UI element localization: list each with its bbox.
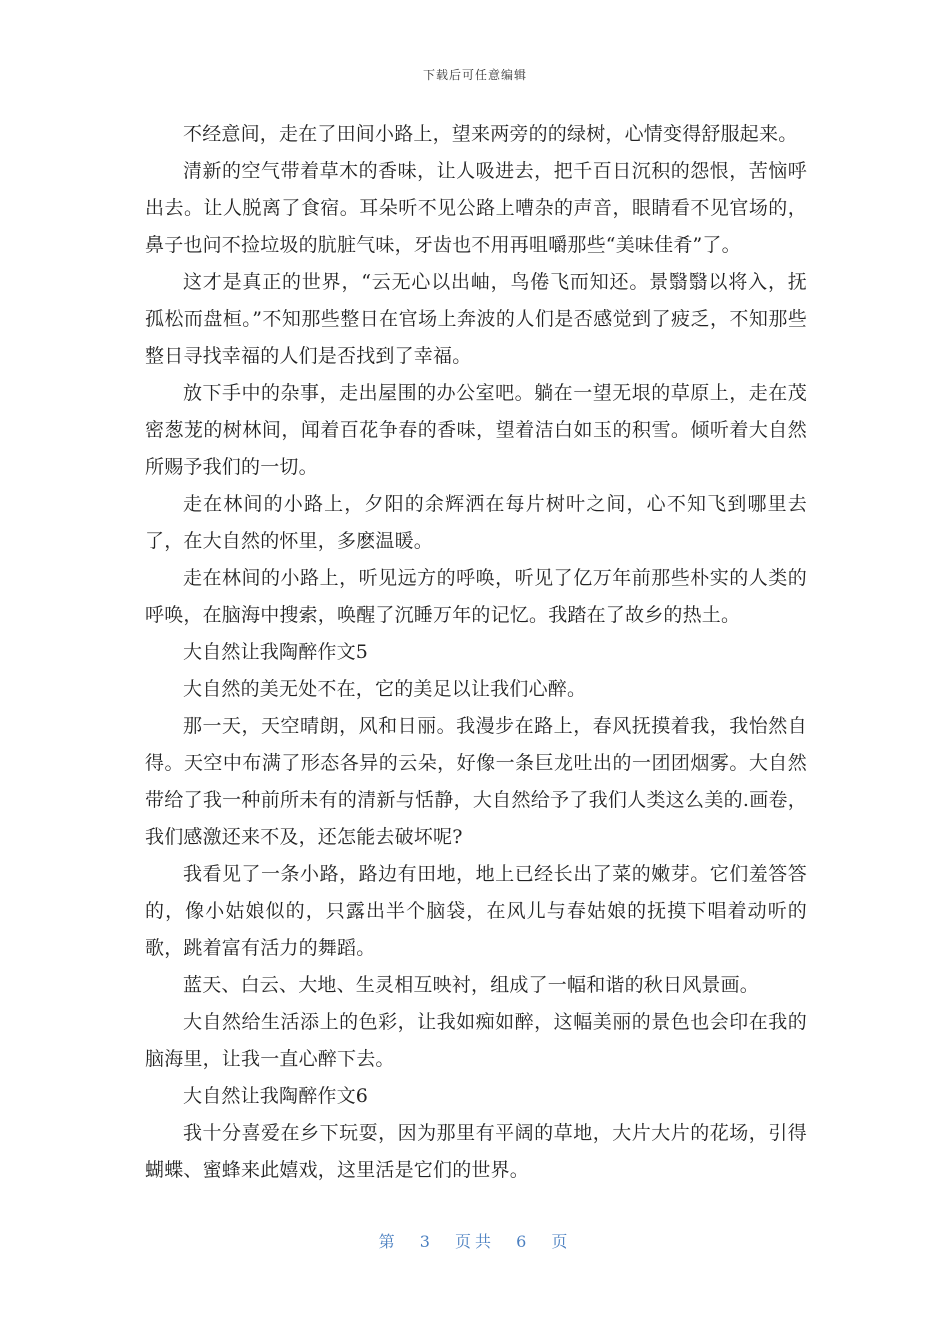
paragraph: 大自然给生活添上的色彩，让我如痴如醉，这幅美丽的景色也会印在我的脑海里，让我一直心醉下去。 xyxy=(145,1011,807,1070)
document-body xyxy=(145,116,807,1189)
paragraph: 走在林间的小路上，夕阳的余辉洒在每片树叶之间，心不知飞到哪里去了，在大自然的怀里，多麽温暖。 xyxy=(145,493,807,552)
paragraph: 这才是真正的世界，“云无心以出岫，鸟倦飞而知还。景翳翳以将入，抚孤松而盘桓。”不知那些整日在官场上奔波的人们是否感觉到了疲乏，不知那些整日寻找幸福的人们是否找到了幸福。 xyxy=(145,271,807,367)
paragraph: 我十分喜爱在乡下玩耍，因为那里有平阔的草地，大片大片的花场，引得蝴蝶、蜜蜂来此嬉戏，这里活是它们的世界。 xyxy=(145,1122,807,1181)
page-header: 下载后可任意编辑 xyxy=(422,68,527,82)
paragraph: 走在林间的小路上，听见远方的呼唤，听见了亿万年前那些朴实的人类的呼唤，在脑海中搜索，唤醒了沉睡万年的记忆。我踏在了故乡的热土。 xyxy=(145,567,807,626)
paragraph: 放下手中的杂事，走出屋围的办公室吧。躺在一望无垠的草原上，走在茂密葱茏的树林间，闻着百花争春的香味，望着洁白如玉的积雪。倾听着大自然所赐予我们的一切。 xyxy=(145,382,807,478)
page-footer: 第 3 页共 6 页 xyxy=(378,1232,572,1251)
paragraph: 清新的空气带着草木的香味，让人吸进去，把千百日沉积的怨恨，苦恼呼出去。让人脱离了食宿。耳朵听不见公路上嘈杂的声音，眼睛看不见官场的，鼻子也问不捡垃圾的肮脏气味，牙齿也不用再咀嚼那些“美味佳肴”了。 xyxy=(145,160,807,256)
paragraph: 蓝天、白云、大地、生灵相互映衬，组成了一幅和谐的秋日风景画。 xyxy=(183,974,760,996)
paragraph: 不经意间，走在了田间小路上，望来两旁的的绿树，心情变得舒服起来。 xyxy=(183,123,798,145)
section-heading: 大自然让我陶醉作文6 xyxy=(183,1085,369,1107)
section-heading: 大自然让我陶醉作文5 xyxy=(183,641,369,663)
paragraph: 那一天，天空晴朗，风和日丽。我漫步在路上，春风抚摸着我，我怡然自得。天空中布满了形态各异的云朵，好像一条巨龙吐出的一团团烟雾。大自然带给了我一种前所未有的清新与恬静，大自然给予了我们人类这么美的.画卷，我们感激还来不及，还怎能去破坏呢? xyxy=(145,715,807,848)
paragraph: 大自然的美无处不在，它的美足以让我们心醉。 xyxy=(183,678,587,700)
paragraph: 我看见了一条小路，路边有田地，地上已经长出了菜的嫩芽。它们羞答答的，像小姑娘似的，只露出半个脑袋，在风儿与春姑娘的抚摸下唱着动听的歌，跳着富有活力的舞蹈。 xyxy=(145,863,807,959)
